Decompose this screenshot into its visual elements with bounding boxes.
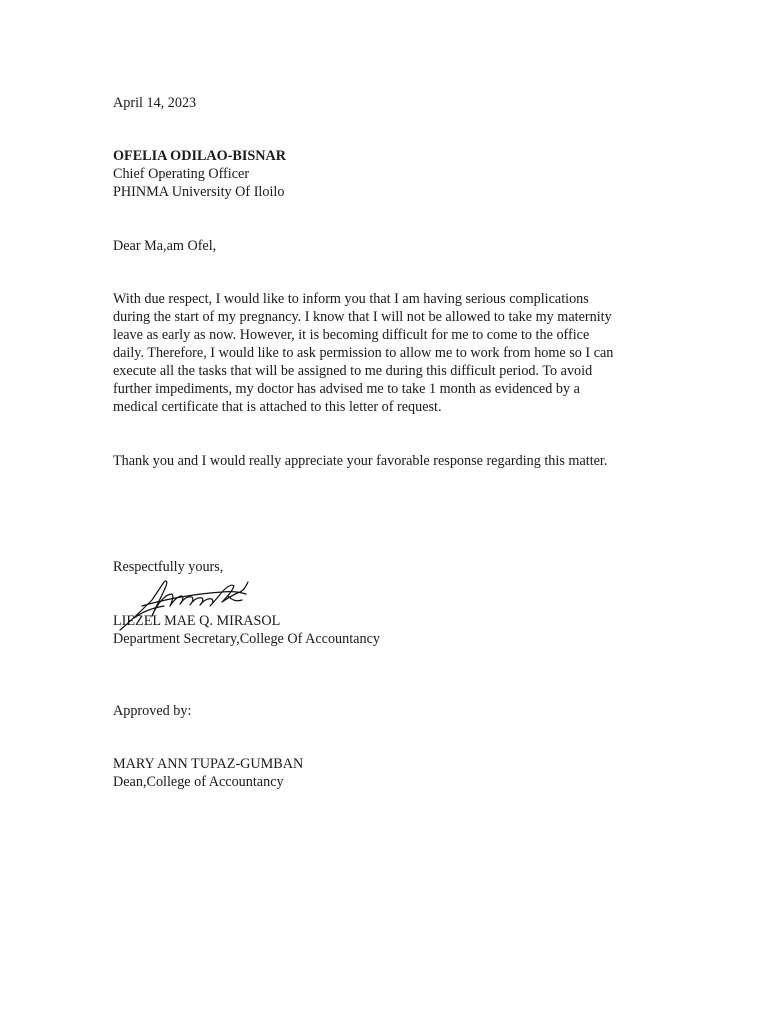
date-text: April 14, 2023: [113, 95, 197, 111]
approver-block: [113, 755, 653, 791]
handwritten-signature: [112, 572, 257, 634]
salutation-text: Dear Ma,am Ofel,: [113, 238, 217, 254]
body-paragraph: [113, 290, 653, 416]
recipient-organization: PHINMA University Of Iloilo: [113, 184, 285, 200]
recipient-title: Chief Operating Officer: [113, 166, 250, 182]
approved-label: Approved by:: [113, 703, 192, 719]
thanks-text: Thank you and I would really appreciate your favorable response regarding this matter.: [113, 453, 608, 469]
body-line: With due respect, I would like to inform you that I am having serious complications: [113, 291, 589, 307]
recipient-block: [113, 147, 653, 201]
recipient-name: OFELIA ODILAO-BISNAR: [113, 148, 287, 164]
body-line: daily. Therefore, I would like to ask permission to allow me to work from home so I can: [113, 345, 614, 361]
letter-date: [113, 94, 653, 112]
body-line: execute all the tasks that will be assigned to me during this difficult period. To avoid: [113, 363, 593, 379]
salutation: [113, 237, 653, 255]
body-line: further impediments, my doctor has advised me to take 1 month as evidenced by a: [113, 381, 580, 397]
thanks-paragraph: [113, 452, 653, 470]
body-line: leave as early as now. However, it is becoming difficult for me to come to the office: [113, 327, 590, 343]
sender-name: LIEZEL MAE Q. MIRASOL: [113, 613, 281, 629]
approver-title: Dean,College of Accountancy: [113, 774, 284, 790]
body-line: during the start of my pregnancy. I know that I will not be allowed to take my maternity: [113, 309, 612, 325]
body-line: medical certificate that is attached to this letter of request.: [113, 399, 442, 415]
approved-section: [113, 702, 653, 720]
closing-text: Respectfully yours,: [113, 559, 224, 575]
sender-title: Department Secretary,College Of Accountancy: [113, 631, 380, 647]
approver-name: MARY ANN TUPAZ-GUMBAN: [113, 756, 304, 772]
